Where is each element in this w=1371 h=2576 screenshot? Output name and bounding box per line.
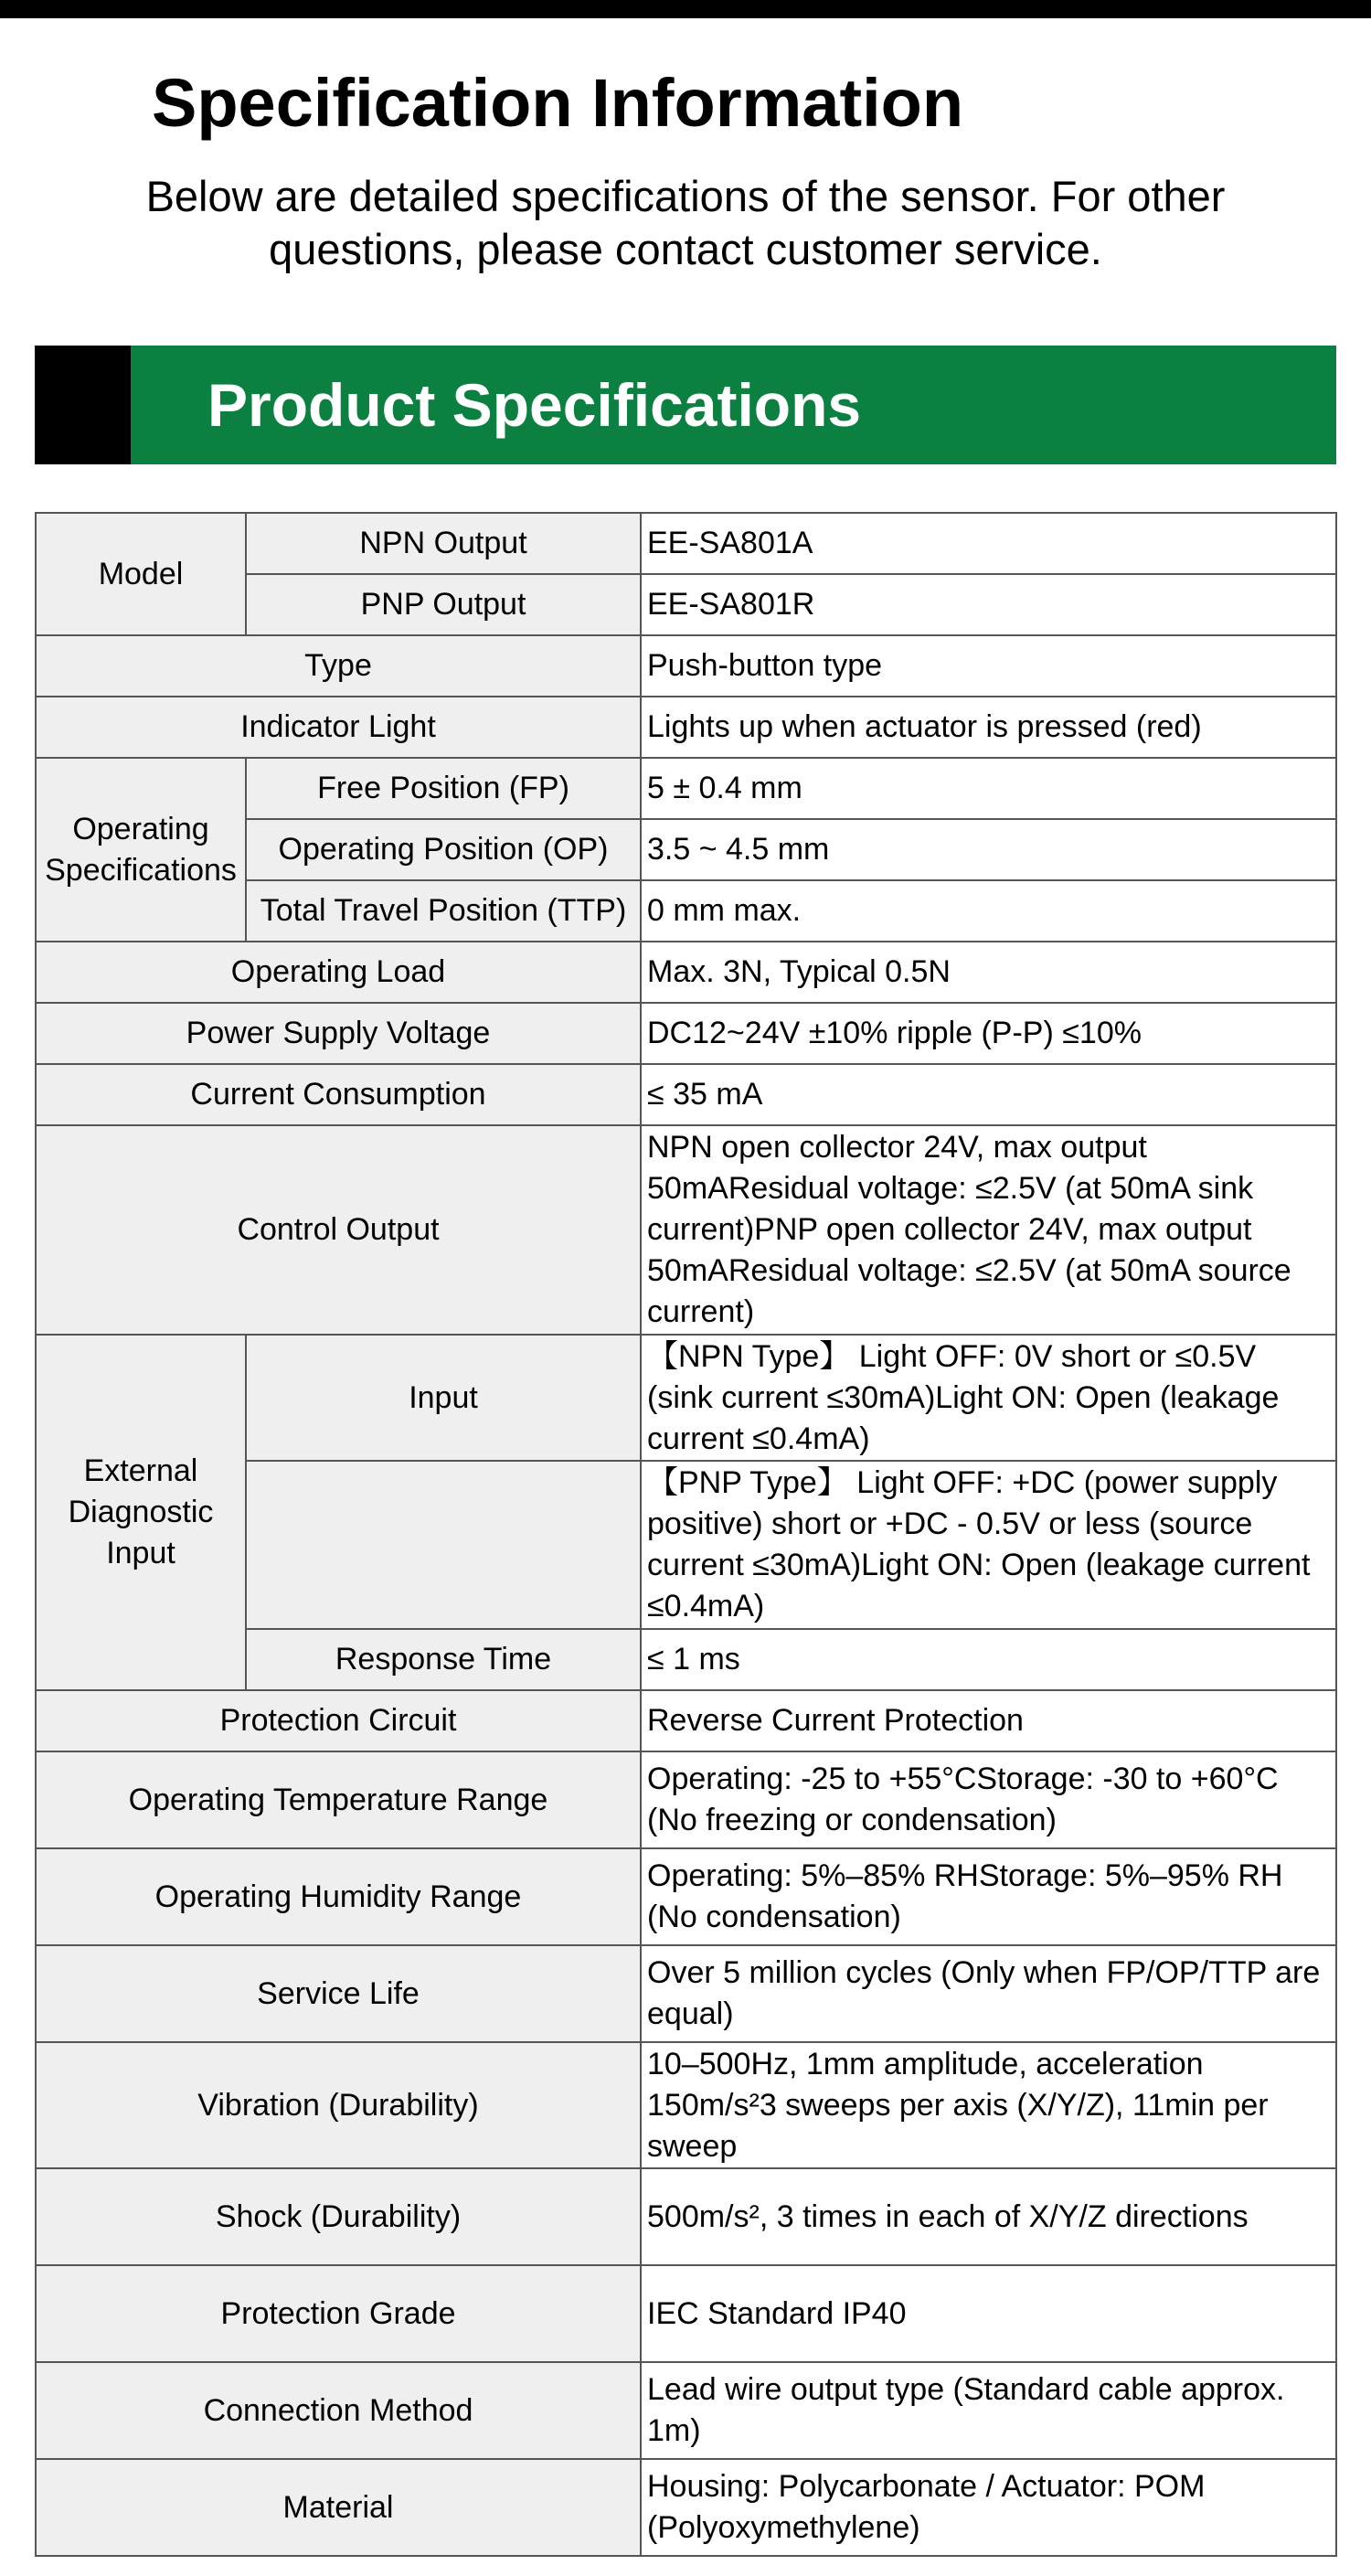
spec-label-external-diagnostic-input: External Diagnostic Input <box>36 1335 246 1690</box>
spec-label-control-output: Control Output <box>36 1125 641 1335</box>
banner-accent-block <box>35 346 131 464</box>
spec-label-operating-temperature: Operating Temperature Range <box>36 1751 641 1848</box>
spec-value-material: Housing: Polycarbonate / Actuator: POM (Polyoxymethylene) <box>641 2459 1336 2556</box>
spec-label-service-life: Service Life <box>36 1945 641 2042</box>
spec-value-free-position: 5 ± 0.4 mm <box>641 758 1336 819</box>
table-row <box>36 1064 1336 1125</box>
spec-value-service-life: Over 5 million cycles (Only when FP/OP/TTP are equal) <box>641 1945 1336 2042</box>
spec-value-current-consumption: ≤ 35 mA <box>641 1064 1336 1125</box>
spec-value-operating-temperature: Operating: -25 to +55°CStorage: -30 to +60°C (No freezing or condensation) <box>641 1751 1336 1848</box>
table-row <box>36 1690 1336 1751</box>
spec-value-shock: 500m/s², 3 times in each of X/Y/Z directions <box>641 2168 1336 2265</box>
table-row <box>36 758 1336 819</box>
table-row <box>36 2362 1336 2459</box>
spec-value-power-supply-voltage: DC12~24V ±10% ripple (P-P) ≤10% <box>641 1003 1336 1064</box>
table-row <box>36 2168 1336 2265</box>
table-row <box>36 2265 1336 2362</box>
spec-value-protection-grade: IEC Standard IP40 <box>641 2265 1336 2362</box>
spec-value-control-output: NPN open collector 24V, max output 50mAResidual voltage: ≤2.5V (at 50mA sink current)PNP open collector 24V, max output 50mAResidual voltage: ≤2.5V (at 50mA source current) <box>641 1125 1336 1335</box>
spec-value-npn-model: EE-SA801A <box>641 513 1336 574</box>
table-row <box>36 1848 1336 1945</box>
spec-label-operating-humidity: Operating Humidity Range <box>36 1848 641 1945</box>
spec-label-shock: Shock (Durability) <box>36 2168 641 2265</box>
top-border-bar <box>0 0 1371 18</box>
table-row <box>36 1335 1336 1461</box>
spec-sublabel-response-time: Response Time <box>246 1629 641 1690</box>
spec-value-protection-circuit: Reverse Current Protection <box>641 1690 1336 1751</box>
spec-label-operating-specifications: Operating Specifications <box>36 758 246 942</box>
table-row <box>36 942 1336 1003</box>
spec-value-pnp-model: EE-SA801R <box>641 574 1336 635</box>
spec-sublabel-npn-output: NPN Output <box>246 513 641 574</box>
intro-text: Below are detailed specifications of the sensor. For other questions, please contact customer service. <box>145 172 1226 273</box>
spec-value-total-travel-position: 0 mm max. <box>641 880 1336 942</box>
spec-sublabel-free-position: Free Position (FP) <box>246 758 641 819</box>
spec-value-connection-method: Lead wire output type (Standard cable approx. 1m) <box>641 2362 1336 2459</box>
spec-label-indicator-light: Indicator Light <box>36 697 641 758</box>
spec-label-operating-load: Operating Load <box>36 942 641 1003</box>
spec-value-indicator-light: Lights up when actuator is pressed (red) <box>641 697 1336 758</box>
spec-label-material: Material <box>36 2459 641 2556</box>
table-row <box>36 1003 1336 1064</box>
spec-table <box>35 512 1337 2557</box>
table-row <box>36 1945 1336 2042</box>
spec-label-model: Model <box>36 513 246 635</box>
spec-label-type: Type <box>36 635 641 697</box>
spec-value-input-pnp: 【PNP Type】 Light OFF: +DC (power supply positive) short or +DC - 0.5V or less (source current ≤30mA)Light ON: Open (leakage current ≤0.4mA) <box>641 1461 1336 1629</box>
spec-label-connection-method: Connection Method <box>36 2362 641 2459</box>
spec-value-response-time: ≤ 1 ms <box>641 1629 1336 1690</box>
spec-label-protection-circuit: Protection Circuit <box>36 1690 641 1751</box>
section-title: Product Specifications <box>207 371 862 439</box>
table-row <box>36 2459 1336 2556</box>
spec-sublabel-pnp-output: PNP Output <box>246 574 641 635</box>
spec-value-operating-humidity: Operating: 5%–85% RHStorage: 5%–95% RH (No condensation) <box>641 1848 1336 1945</box>
page-title: Specification Information <box>152 65 964 141</box>
table-row <box>36 635 1336 697</box>
table-row <box>36 1751 1336 1848</box>
spec-sublabel-operating-position: Operating Position (OP) <box>246 819 641 880</box>
spec-value-operating-position: 3.5 ~ 4.5 mm <box>641 819 1336 880</box>
spec-value-input-npn: 【NPN Type】 Light OFF: 0V short or ≤0.5V (sink current ≤30mA)Light ON: Open (leakage current ≤0.4mA) <box>641 1335 1336 1461</box>
spec-sublabel-input: Input <box>246 1335 641 1461</box>
spec-label-protection-grade: Protection Grade <box>36 2265 641 2362</box>
table-row <box>36 513 1336 574</box>
table-row <box>36 2042 1336 2168</box>
banner-background <box>131 346 1336 464</box>
spec-label-power-supply-voltage: Power Supply Voltage <box>36 1003 641 1064</box>
table-row <box>36 1125 1336 1335</box>
spec-label-current-consumption: Current Consumption <box>36 1064 641 1125</box>
spec-label-vibration: Vibration (Durability) <box>36 2042 641 2168</box>
spec-value-operating-load: Max. 3N, Typical 0.5N <box>641 942 1336 1003</box>
spec-sublabel-input-pnp-blank <box>246 1461 641 1629</box>
spec-value-type: Push-button type <box>641 635 1336 697</box>
table-row <box>36 697 1336 758</box>
spec-sublabel-total-travel-position: Total Travel Position (TTP) <box>246 880 641 942</box>
section-banner <box>35 346 1336 464</box>
spec-value-vibration: 10–500Hz, 1mm amplitude, acceleration 150m/s²3 sweeps per axis (X/Y/Z), 11min per sweep <box>641 2042 1336 2168</box>
